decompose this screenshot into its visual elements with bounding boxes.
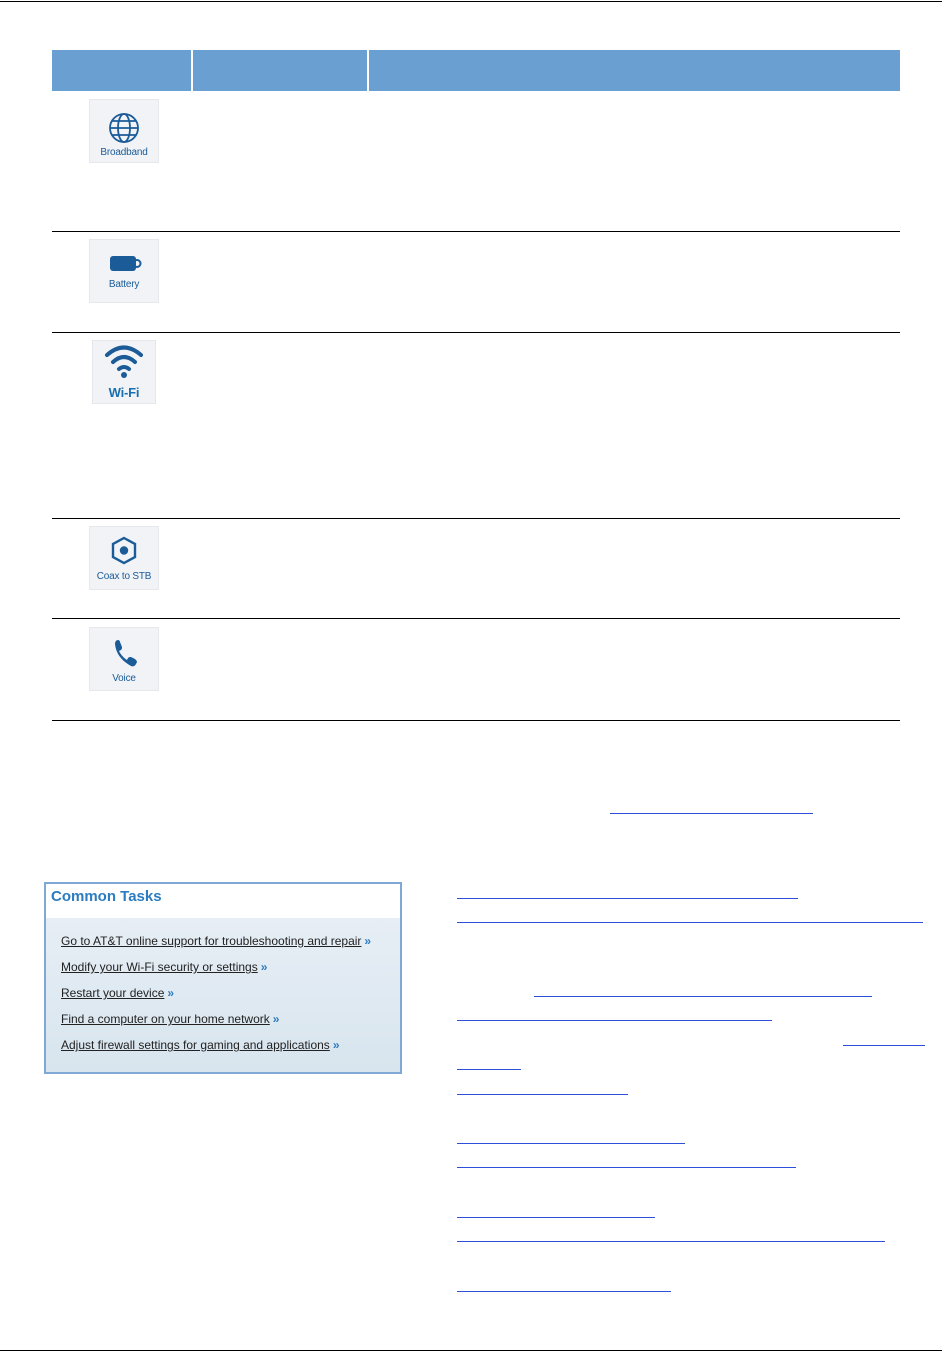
table-header-cell-status [193,50,369,91]
link-underline[interactable] [457,922,923,923]
voice-icon-tile [89,627,159,691]
double-chevron-icon: » [332,1038,340,1052]
task-link-wifi-settings[interactable]: Modify your Wi-Fi security or settings » [61,960,268,974]
link-underline[interactable] [457,1291,671,1292]
battery-icon [104,240,144,276]
link-underline[interactable] [457,1217,655,1218]
double-chevron-icon: » [272,1012,280,1026]
task-link-restart-device[interactable]: Restart your device » [61,986,175,1000]
task-link-find-computer[interactable]: Find a computer on your home network » [61,1012,280,1026]
common-tasks-panel [44,882,402,1074]
globe-icon [104,100,144,144]
common-tasks-list [61,934,371,1064]
wifi-label: Wi-Fi [108,385,140,400]
coax-icon-tile [89,526,159,590]
link-underline[interactable] [457,1094,628,1095]
broadband-icon-tile [89,99,159,163]
link-underline[interactable] [843,1045,925,1046]
row-separator [52,231,900,232]
link-underline[interactable] [610,813,813,814]
table-header-cell-description [369,50,900,91]
row-separator [52,332,900,333]
page-bottom-rule [0,1350,942,1351]
row-separator [52,618,900,619]
wifi-icon-tile [92,340,156,404]
battery-label: Battery [108,279,140,290]
page-top-rule [0,1,942,2]
task-link-firewall-settings[interactable]: Adjust firewall settings for gaming and applications » [61,1038,340,1052]
row-separator [52,720,900,721]
table-header [52,50,900,91]
table-header-cell-icon [52,50,193,91]
coax-label: Coax to STB [96,571,152,582]
link-underline[interactable] [457,1069,521,1070]
link-underline[interactable] [457,1020,772,1021]
wifi-icon [102,341,146,381]
common-tasks-title: Common Tasks [51,888,162,905]
link-underline[interactable] [457,898,798,899]
phone-icon [104,628,144,672]
broadband-label: Broadband [100,147,148,158]
battery-icon-tile [89,239,159,303]
link-underline[interactable] [457,1241,885,1242]
row-separator [52,518,900,519]
voice-label: Voice [112,673,136,684]
link-underline[interactable] [457,1167,796,1168]
coax-icon [104,527,144,567]
task-link-online-support[interactable]: Go to AT&T online support for troubleshooting and repair » [61,934,372,948]
double-chevron-icon: » [260,960,268,974]
double-chevron-icon: » [167,986,175,1000]
double-chevron-icon: » [364,934,372,948]
link-underline[interactable] [534,996,872,997]
link-underline[interactable] [457,1143,685,1144]
